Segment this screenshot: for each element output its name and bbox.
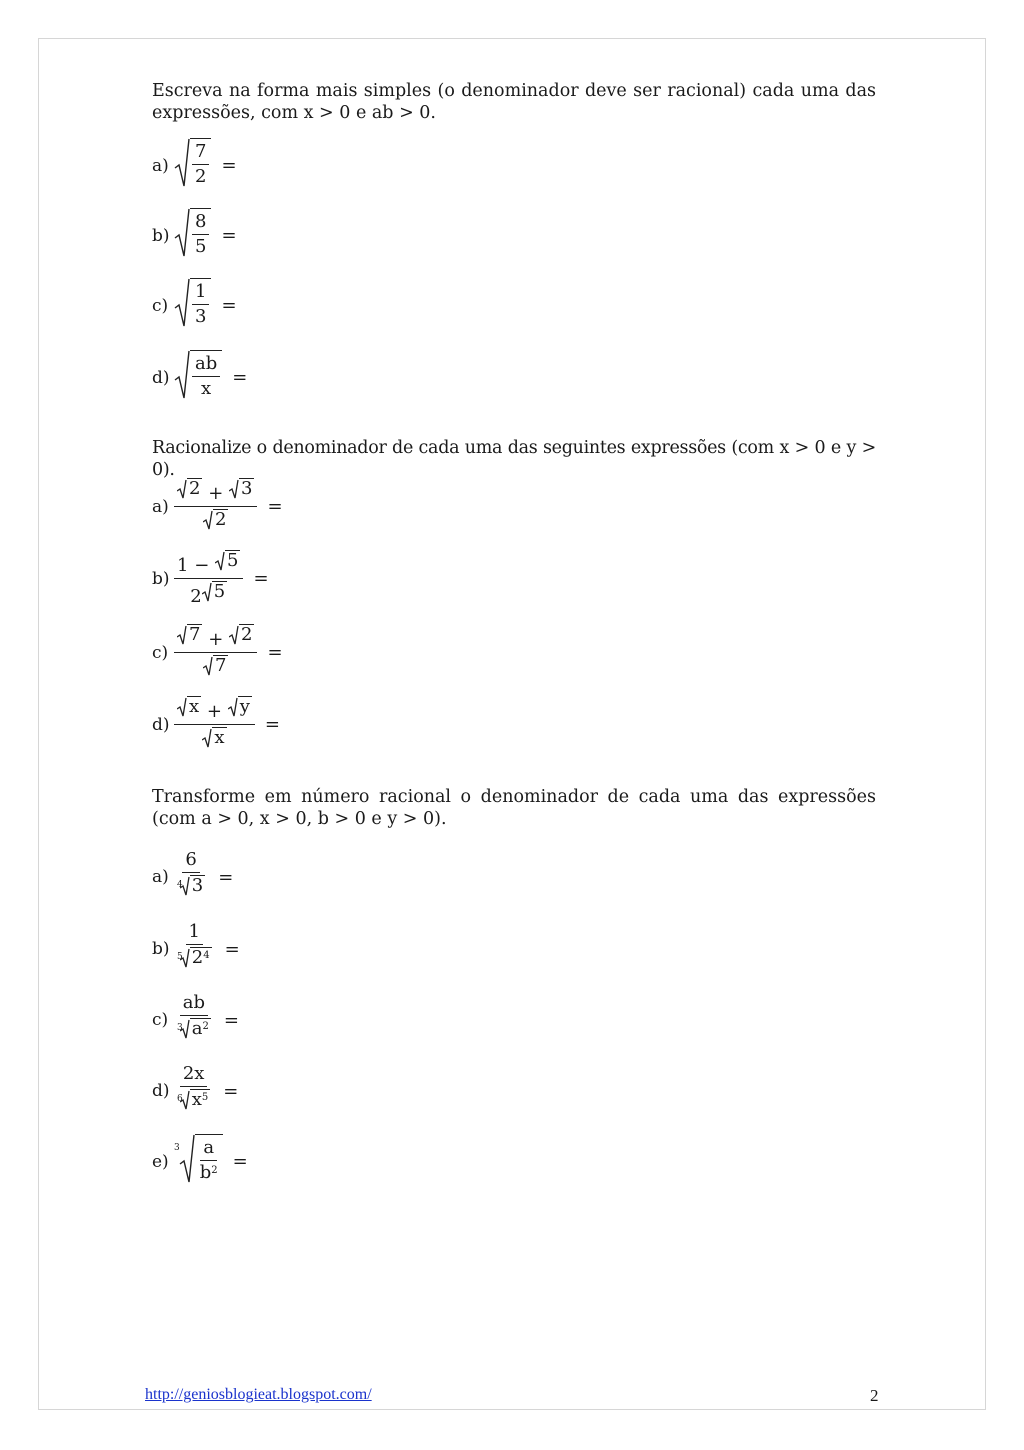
fraction-numerator: 2x [180,1064,208,1087]
exponent: 5 [201,1092,209,1103]
item-label: b) [152,568,170,589]
item-label: d) [152,1081,170,1101]
fraction-numerator: 8 [192,212,209,235]
fraction-denominator: 2 [195,166,207,187]
fraction-numerator: 1 [186,922,203,945]
item-label: c) [152,642,169,663]
exercise-3d [152,1064,238,1118]
sqrt [228,696,252,717]
sqrt [177,696,201,717]
radicand-base: b [199,1162,212,1183]
equals-sign: = [221,225,237,246]
radical-sign-icon [179,1134,195,1189]
fraction [174,478,257,535]
fraction-numerator: 7 [192,142,209,165]
radicand: 3 [241,478,253,499]
section2-instruction: Racionalize o denominador de cada uma das seguintes expressões (com x > 0 e y > 0). [152,438,876,480]
fraction-numerator: 6 [182,850,199,873]
radicand-base: 2 [191,947,204,968]
radicand: 5 [213,581,226,602]
item-label: c) [152,295,169,316]
radicand: 7 [189,624,201,645]
sqrt-fraction [174,208,211,263]
equals-sign: = [224,938,240,960]
item-label: a) [152,496,169,517]
exercise-1d [152,350,247,405]
nth-root [180,875,205,896]
root-index: 3 [174,1142,180,1153]
equals-sign: = [267,642,283,663]
sqrt [202,727,226,748]
fraction [174,624,257,681]
nth-root [180,1089,211,1110]
equals-sign: = [267,496,283,517]
equals-sign: = [223,1080,239,1102]
radical-sign-icon [174,278,190,333]
sqrt [177,624,202,645]
item-label: a) [152,155,169,176]
exercise-3c [152,993,239,1047]
exercise-3a [152,850,233,904]
fraction [174,696,255,753]
operator: + [206,701,222,722]
item-label: a) [152,867,169,887]
exercise-3e [152,1134,248,1189]
radicand: x [214,727,225,748]
cube-root-fraction [179,1134,223,1189]
exercise-1b [152,208,237,263]
equals-sign: = [264,714,280,735]
exercise-2d [152,696,280,753]
radicand: y [239,696,250,717]
sqrt-fraction [174,138,211,193]
fraction-denominator: 5 [195,236,207,257]
sqrt [203,655,228,676]
radical-sign-icon [174,138,190,193]
root-index: 6 [177,1094,183,1104]
fraction [174,993,214,1047]
item-label: b) [152,225,170,246]
root-index: 5 [177,952,183,962]
equals-sign: = [221,155,237,176]
equals-sign: = [223,1009,239,1031]
fraction-denominator: x [201,378,212,399]
sqrt-fraction [174,350,222,405]
radicand: 7 [215,655,227,676]
radical-sign-icon [174,350,190,405]
radical-sign-icon [174,208,190,263]
item-label: c) [152,1010,169,1030]
item-label: b) [152,939,170,959]
radicand: 2 [189,478,201,499]
blog-link[interactable]: http://geniosblogieat.blogspot.com/ [145,1386,372,1403]
fraction-numerator: ab [180,993,208,1016]
operator: + [208,483,224,504]
radicand-base: 3 [191,875,204,896]
constant: 1 [177,555,189,576]
exercise-1c [152,278,237,333]
sqrt [203,509,228,530]
nth-root [180,947,212,968]
section3-instruction: Transforme em número racional o denominador de cada uma das expressões (com a > 0, x > 0, b > 0 e y > 0). [152,787,876,829]
fraction-numerator: 1 [192,282,209,305]
item-label: d) [152,367,170,388]
sqrt [202,581,227,602]
radicand: 2 [241,624,253,645]
radicand-base: a [191,1018,203,1039]
exercise-2a [152,478,283,535]
exponent: 4 [203,950,210,961]
sqrt [229,624,254,645]
fraction [174,1064,213,1118]
exercise-2b [152,550,269,607]
equals-sign: = [232,367,248,388]
fraction-denominator: 3 [195,306,207,327]
item-label: e) [152,1151,169,1172]
exponent: 2 [211,1165,218,1176]
exercise-3b [152,922,240,976]
coefficient: 2 [190,586,202,607]
radicand: 5 [227,550,239,571]
fraction [174,850,208,904]
equals-sign: = [232,1151,248,1172]
fraction-numerator: ab [192,354,220,377]
radicand: 2 [215,509,227,530]
exercise-2c [152,624,283,681]
equals-sign: = [253,568,269,589]
equals-sign: = [221,295,237,316]
root-index: 4 [177,880,183,890]
exponent: 2 [202,1021,209,1032]
radicand: x [189,696,200,717]
fraction [174,922,215,976]
fraction-numerator: a [200,1138,217,1161]
sqrt-fraction [174,278,211,333]
sqrt [215,550,240,571]
radicand-base: x [191,1089,202,1110]
section1-instruction: Escreva na forma mais simples (o denominador deve ser racional) cada uma das expressões, com x > 0 e ab > 0. [152,81,876,123]
fraction [174,550,243,607]
sqrt [229,478,254,499]
exercise-1a [152,138,237,193]
sqrt [177,478,202,499]
page-number: 2 [870,1386,879,1405]
equals-sign: = [218,866,234,888]
item-label: d) [152,714,170,735]
operator: − [194,555,210,576]
operator: + [208,629,224,650]
nth-root [180,1018,211,1039]
root-index: 3 [177,1023,183,1033]
